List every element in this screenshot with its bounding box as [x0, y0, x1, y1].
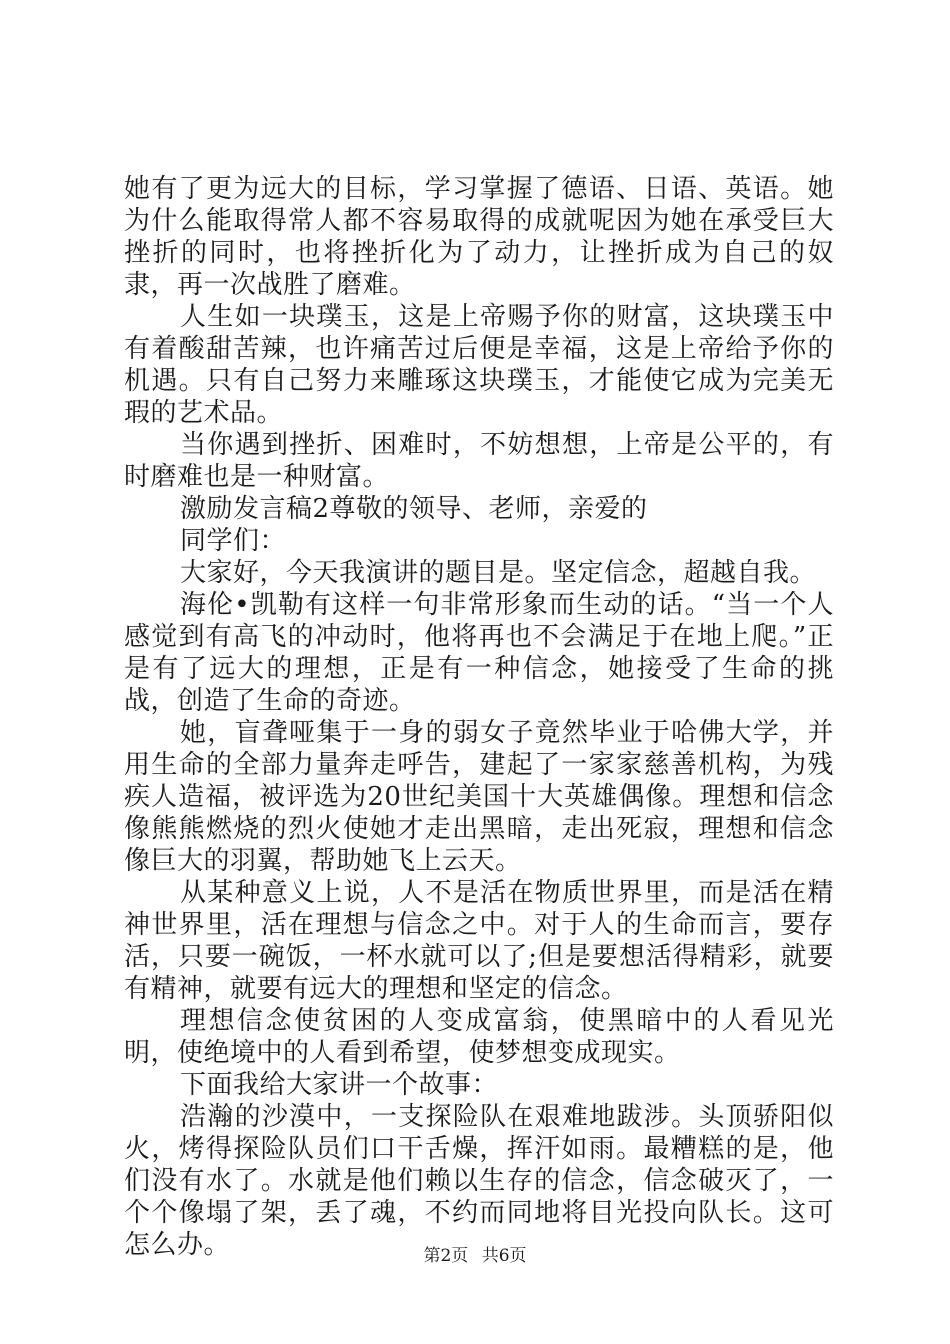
paragraph-7: 海伦•凯勒有这样一句非常形象而生动的话。“当一个人感觉到有高飞的冲动时，他将再也不会满足于在地上爬。”正是有了远大的理想，正是有一种信念，她接受了生命的挑战，创造了生命的奇迹。: [124, 590, 834, 716]
paragraph-12: 浩瀚的沙漠中，一支探险队在艰难地跋涉。头顶骄阳似火，烤得探险队员们口干舌燥，挥汗如雨。最糟糕的是，他们没有水了。水就是他们赖以生存的信念，信念破灭了，一个个像塌了架，丢了魂，不约而同地将目光投向队长。这可怎么办。: [124, 1102, 834, 1260]
paragraph-3: 当你遇到挫折、困难时，不妨想想，上帝是公平的，有时磨难也是一种财富。: [124, 430, 834, 492]
page-number: 第2页: [423, 1246, 469, 1266]
paragraph-11: 下面我给大家讲一个故事：: [180, 1070, 499, 1100]
paragraph-10: 理想信念使贫困的人变成富翁，使黑暗中的人看见光明，使绝境中的人看到希望，使梦想变成现实。: [124, 1006, 834, 1068]
paragraph-5: 同学们：: [180, 526, 287, 556]
paragraph-4: 激励发言稿2尊敬的领导、老师，亲爱的: [180, 494, 648, 524]
paragraph-2: 人生如一块璞玉，这是上帝赐予你的财富，这块璞玉中有着酸甜苦辣，也许痛苦过后便是幸福，这是上帝给予你的机遇。只有自己努力来雕琢这块璞玉，才能使它成为完美无瑕的艺术品。: [124, 302, 834, 428]
paragraph-1: 她有了更为远大的目标，学习掌握了德语、日语、英语。她为什么能取得常人都不容易取得的成就呢因为她在承受巨大挫折的同时，也将挫折化为了动力，让挫折成为自己的奴隶，再一次战胜了磨难。: [124, 174, 834, 300]
page-footer: [0, 1245, 950, 1267]
paragraph-9: 从某种意义上说，人不是活在物质世界里，而是活在精神世界里，活在理想与信念之中。对于人的生命而言，要存活，只要一碗饭，一杯水就可以了;但是要想活得精彩，就要有精神，就要有远大的理想和坚定的信念。: [124, 878, 834, 1004]
paragraph-6: 大家好，今天我演讲的题目是。坚定信念，超越自我。: [180, 558, 817, 588]
page-total: 共6页: [481, 1246, 527, 1266]
document-body: [124, 173, 834, 1261]
paragraph-8: 她，盲聋哑集于一身的弱女子竟然毕业于哈佛大学，并用生命的全部力量奔走呼告，建起了一家家慈善机构，为残疾人造福，被评选为20世纪美国十大英雄偶像。理想和信念像熊熊燃烧的烈火使她才走出黑暗，走出死寂，理想和信念像巨大的羽翼，帮助她飞上云天。: [124, 718, 834, 876]
